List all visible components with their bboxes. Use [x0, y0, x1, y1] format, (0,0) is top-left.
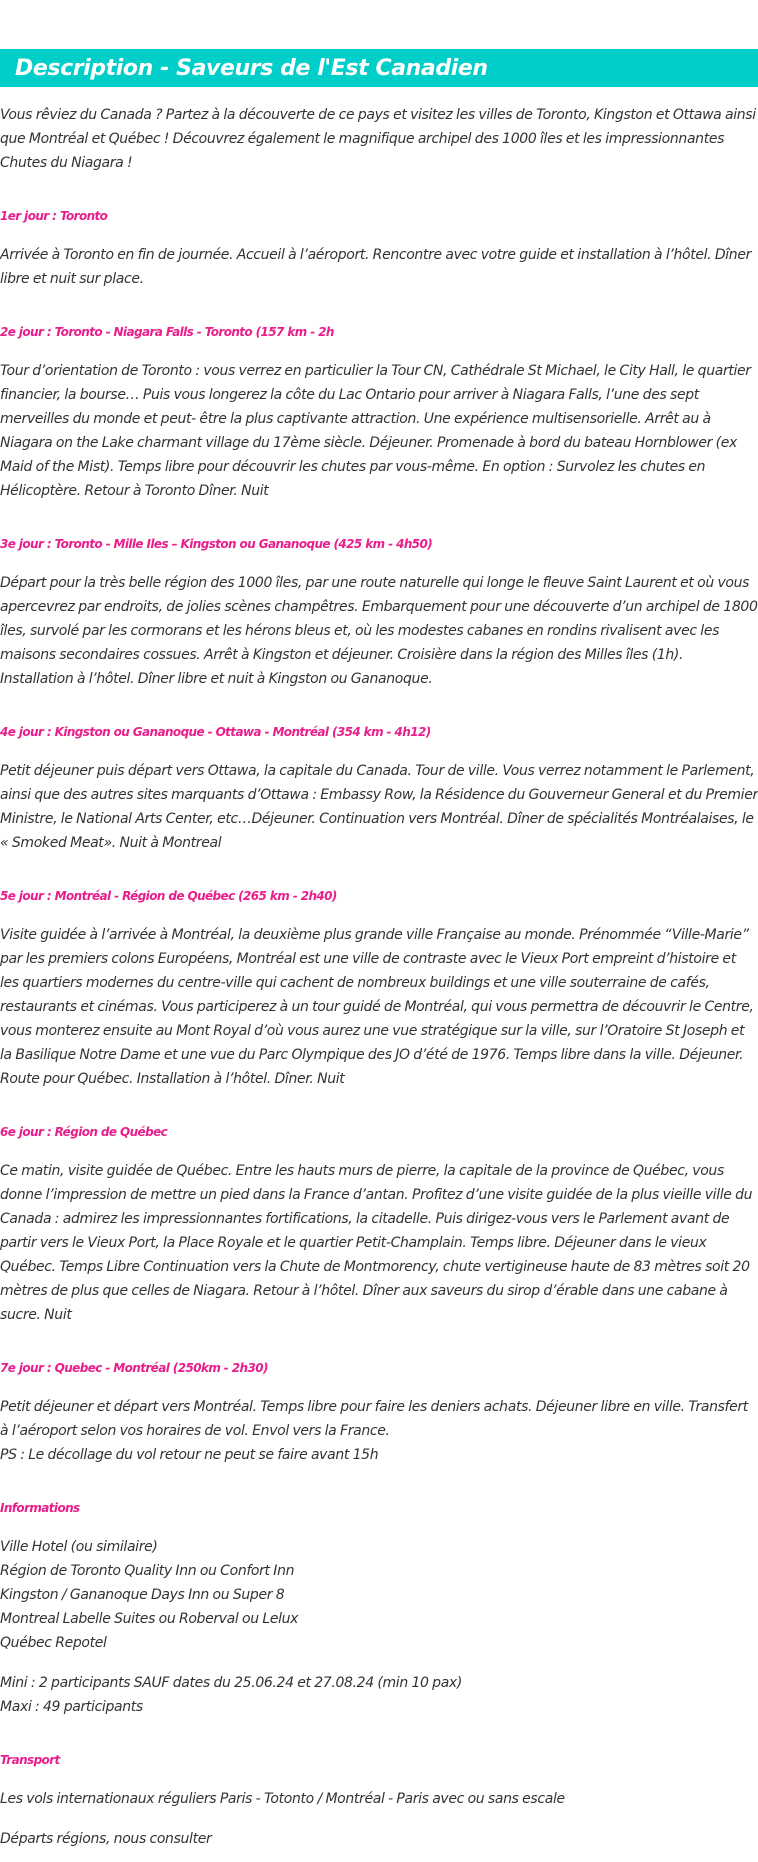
informations-title: Informations	[0, 1501, 80, 1515]
day-1-text: Arrivée à Toronto en fin de journée. Accueil à l’aéroport. Rencontre avec votre guide et installation à l’hôtel. Dîner libre et nuit sur place.	[0, 247, 751, 287]
day-1-title: 1er jour : Toronto	[0, 209, 108, 223]
participants-info	[0, 1671, 758, 1719]
transport-regions: Départs régions, nous consulter	[0, 1831, 212, 1847]
day-6-title: 6e jour : Région de Québec	[0, 1125, 168, 1139]
day-7-line: Petit déjeuner et départ vers Montréal. Temps libre pour faire les deniers achats. Déjeuner libre en ville. Transfert à l’aéroport selon vos horaires de vol. Envol vers la France.	[0, 1399, 748, 1439]
day-2-text: Tour d’orientation de Toronto : vous verrez en particulier la Tour CN, Cathédrale St Michael, le City Hall, le quartier financier, la bourse… Puis vous longerez la côte du Lac Ontario pour arriver à Niagara Falls, l’une des sept merveilles du monde et peut- être la plus captivante attraction. Une expérience multisensorielle. Arrêt au à Niagara on the Lake charmant village du 17ème siècle. Déjeuner. Promenade à bord du bateau Hornblower (ex Maid of the Mist). Temps libre pour découvrir les chutes par vous-même. En option : Survolez les chutes en Hélicoptère. Retour à Toronto Dîner. Nuit	[0, 363, 751, 499]
day-4-text: Petit déjeuner puis départ vers Ottawa, la capitale du Canada. Tour de ville. Vous verrez notamment le Parlement, ainsi que des autres sites marquants d’Ottawa : Embassy Row, la Résidence du Gouverneur General et du Premier Ministre, le National Arts Center, etc…Déjeuner. Continuation vers Montréal. Dîner de spécialités Montréalaises, le « Smoked Meat». Nuit à Montreal	[0, 763, 758, 851]
transport-title: Transport	[0, 1753, 60, 1767]
banner-title: Description - Saveurs de l'Est Canadien	[15, 55, 488, 81]
day-4-title: 4e jour : Kingston ou Gananoque - Ottawa - Montréal (354 km - 4h12)	[0, 725, 431, 739]
participants-max: Maxi : 49 participants	[0, 1699, 143, 1715]
hotel-item: Québec Repotel	[0, 1635, 107, 1651]
hotel-item: Montreal Labelle Suites ou Roberval ou Lelux	[0, 1611, 299, 1627]
intro-paragraph: Vous rêviez du Canada ? Partez à la découverte de ce pays et visitez les villes de Toronto, Kingston et Ottawa ainsi que Montréal et Québec ! Découvrez également le magnifique archipel des 1000 îles et les impressionnantes Chutes du Niagara !	[0, 107, 756, 171]
day-7-note: PS : Le décollage du vol retour ne peut se faire avant 15h	[0, 1447, 379, 1463]
day-3-text: Départ pour la très belle région des 1000 îles, par une route naturelle qui longe le fleuve Saint Laurent et où vous apercevrez par endroits, de jolies scènes champêtres. Embarquement pour une découverte d’un archipel de 1800 îles, survolé par les cormorans et les hérons bleus et, où les modestes cabanes en rondins rivalisent avec les maisons secondaires cossues. Arrêt à Kingston et déjeuner. Croisière dans la région des Milles îles (1h). Installation à l’hôtel. Dîner libre et nuit à Kingston ou Gananoque.	[0, 575, 758, 687]
day-3-title: 3e jour : Toronto - Mille Iles – Kingston ou Gananoque (425 km - 4h50)	[0, 537, 433, 551]
description-banner	[0, 49, 758, 87]
hotel-item: Ville Hotel (ou similaire)	[0, 1539, 158, 1555]
day-7-title: 7e jour : Quebec - Montréal (250km - 2h30)	[0, 1361, 268, 1375]
day-7-text	[0, 1395, 758, 1467]
hotels-list	[0, 1535, 758, 1655]
participants-min: Mini : 2 participants SAUF dates du 25.06.24 et 27.08.24 (min 10 pax)	[0, 1675, 462, 1691]
day-5-text: Visite guidée à l’arrivée à Montréal, la deuxième plus grande ville Française au monde. Prénommée “Ville-Marie” par les premiers colons Européens, Montréal est une ville de contraste avec le Vieux Port empreint d’histoire et les quartiers modernes du centre-ville qui cachent de nombreux buildings et une ville souterraine de cafés, restaurants et cinémas. Vous participerez à un tour guidé de Montréal, qui vous permettra de découvrir le Centre, vous monterez ensuite au Mont Royal d’où vous aurez une vue stratégique sur la ville, sur l’Oratoire St Joseph et la Basilique Notre Dame et une vue du Parc Olympique des JO d’été de 1976. Temps libre dans la ville. Déjeuner. Route pour Québec. Installation à l’hôtel. Dîner. Nuit	[0, 927, 754, 1087]
content	[0, 103, 758, 1851]
transport-flights: Les vols internationaux réguliers Paris - Totonto / Montréal - Paris avec ou sans escale	[0, 1791, 565, 1807]
day-6-text: Ce matin, visite guidée de Québec. Entre les hauts murs de pierre, la capitale de la province de Québec, vous donne l’impression de mettre un pied dans la France d’antan. Profitez d’une visite guidée de la plus vieille ville du Canada : admirez les impressionnantes fortifications, la citadelle. Puis dirigez-vous vers le Parlement avant de partir vers le Vieux Port, la Place Royale et le quartier Petit-Champlain. Temps libre. Déjeuner dans le vieux Québec. Temps Libre Continuation vers la Chute de Montmorency, chute vertigineuse haute de 83 mètres soit 20 mètres de plus que celles de Niagara. Retour à l’hôtel. Dîner aux saveurs du sirop d’érable dans une cabane à sucre. Nuit	[0, 1163, 753, 1323]
hotel-item: Région de Toronto Quality Inn ou Confort Inn	[0, 1563, 295, 1579]
day-2-title: 2e jour : Toronto - Niagara Falls - Toronto (157 km - 2h	[0, 325, 334, 339]
hotel-item: Kingston / Gananoque Days Inn ou Super 8	[0, 1587, 285, 1603]
day-5-title: 5e jour : Montréal - Région de Québec (265 km - 2h40)	[0, 889, 337, 903]
